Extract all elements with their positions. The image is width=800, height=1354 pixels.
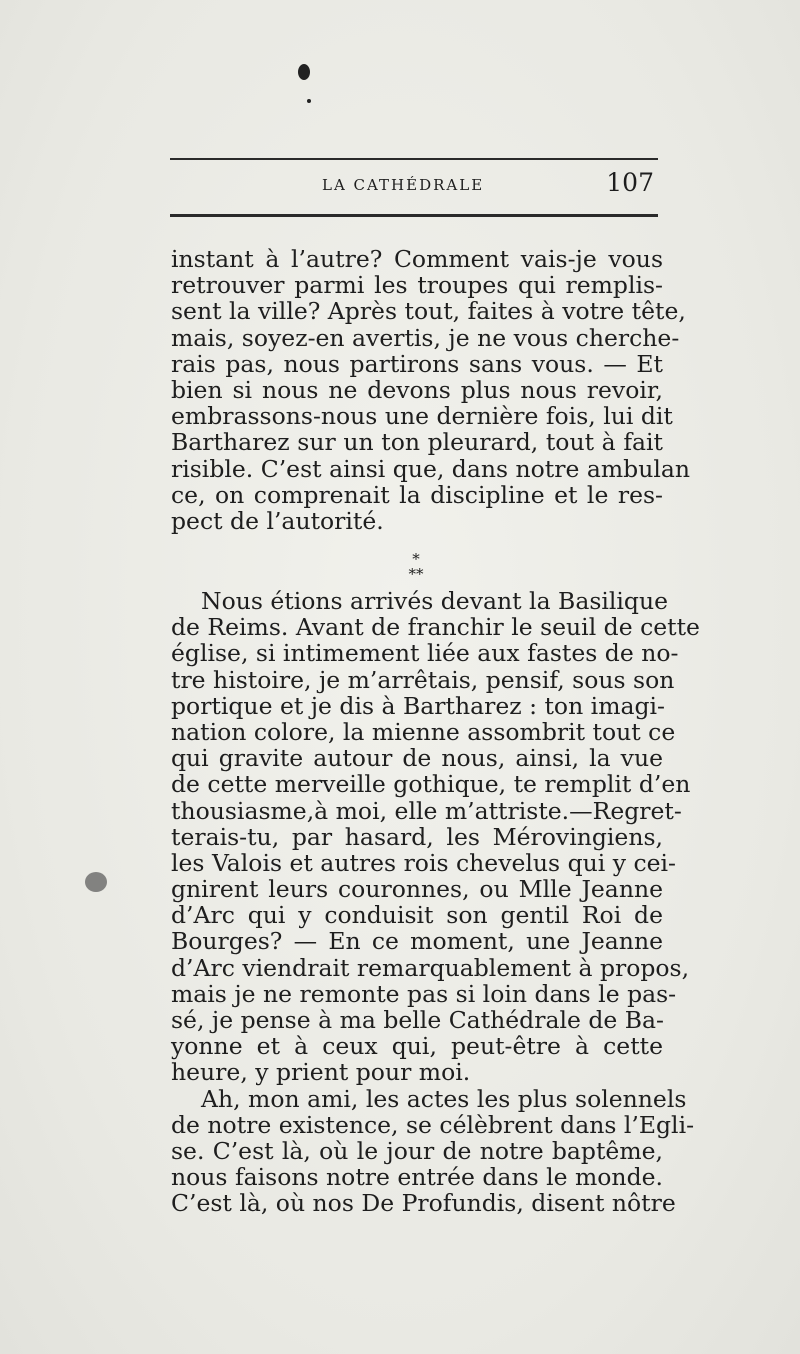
text-line: bien si nous ne devons plus nous revoir,	[171, 375, 663, 404]
text-line: yonne et à ceux qui, peut-être à cette	[171, 1032, 663, 1061]
text-line: se. C’est là, où le jour de notre baptême,	[171, 1136, 663, 1165]
header-rule-bottom	[170, 214, 658, 217]
text-line: sé, je pense à ma belle Cathédrale de Ba-	[171, 1006, 664, 1034]
text-line: pect de l’autorité.	[171, 506, 384, 535]
ink-smudge	[85, 872, 107, 892]
text-line: risible. C’est ainsi que, dans notre ambulan	[171, 454, 690, 483]
text-line: nation colore, la mienne assombrit tout ce	[171, 717, 676, 746]
text-line: heure, y prient pour moi.	[171, 1058, 471, 1087]
text-line: de notre existence, se célèbrent dans l’Egli-	[171, 1110, 695, 1139]
paragraph-continued	[171, 245, 690, 535]
text-line: tre histoire, je m’arrêtais, pensif, sous son	[171, 665, 675, 694]
text-line: d’Arc qui y conduisit son gentil Roi de	[171, 901, 663, 930]
text-line: église, si intimement liée aux fastes de no-	[171, 639, 679, 668]
text-line: ce, on comprenait la discipline et le res-	[171, 480, 663, 509]
text-line: d’Arc viendrait remarquablement à propos,	[171, 953, 690, 982]
ink-blot	[298, 64, 310, 80]
text-line: de cette merveille gothique, te remplit d’en	[171, 770, 691, 799]
text-line: mais, soyez-en avertis, je ne vous cherche-	[171, 323, 680, 352]
text-line: qui gravite autour de nous, ainsi, la vue	[171, 744, 663, 773]
text-line: Nous étions arrivés devant la Basilique	[201, 587, 669, 615]
text-line: mais je ne remonte pas si loin dans le pas-	[171, 979, 677, 1008]
text-line: Bourges? — En ce moment, une Jeanne	[171, 927, 663, 956]
text-line: portique et je dis à Bartharez : ton imagi-	[171, 691, 665, 720]
text-line: les Valois et autres rois chevelus qui y cei-	[171, 848, 676, 877]
text-line: Ah, mon ami, les actes les plus solennels	[201, 1084, 687, 1113]
text-line: embrassons-nous une dernière fois, lui dit	[171, 402, 673, 431]
ink-speck	[307, 99, 311, 103]
text-line: rais pas, nous partirons sans vous. — Et	[171, 349, 663, 378]
text-line: retrouver parmi les troupes qui remplis-	[171, 271, 663, 300]
section-asterism	[400, 552, 432, 582]
text-line: instant à l’autre? Comment vais-je vous	[171, 245, 663, 273]
text-line: Bartharez sur un ton pleurard, tout à fait	[171, 428, 663, 457]
asterism-bottom: **	[408, 565, 424, 583]
text-line: terais-tu, par hasard, les Mérovingiens,	[171, 822, 663, 851]
running-head-title: LA CATHÉDRALE	[322, 176, 485, 194]
text-line: de Reims. Avant de franchir le seuil de cette	[171, 613, 700, 642]
text-line: nous faisons notre entrée dans le monde.	[171, 1163, 663, 1192]
paragraph-body	[171, 587, 700, 1218]
text-line: thousiasme,à moi, elle m’attriste.—Regret-	[171, 796, 682, 825]
running-head	[170, 168, 658, 208]
page-number: 107	[606, 168, 654, 197]
asterism-top: *	[412, 550, 420, 568]
text-line: sent la ville? Après tout, faites à votre tête,	[171, 297, 686, 326]
text-line: C’est là, où nos De Profundis, disent nôtre	[171, 1189, 676, 1218]
header-rule-top	[170, 158, 658, 160]
text-line: gnirent leurs couronnes, ou Mlle Jeanne	[171, 875, 663, 904]
